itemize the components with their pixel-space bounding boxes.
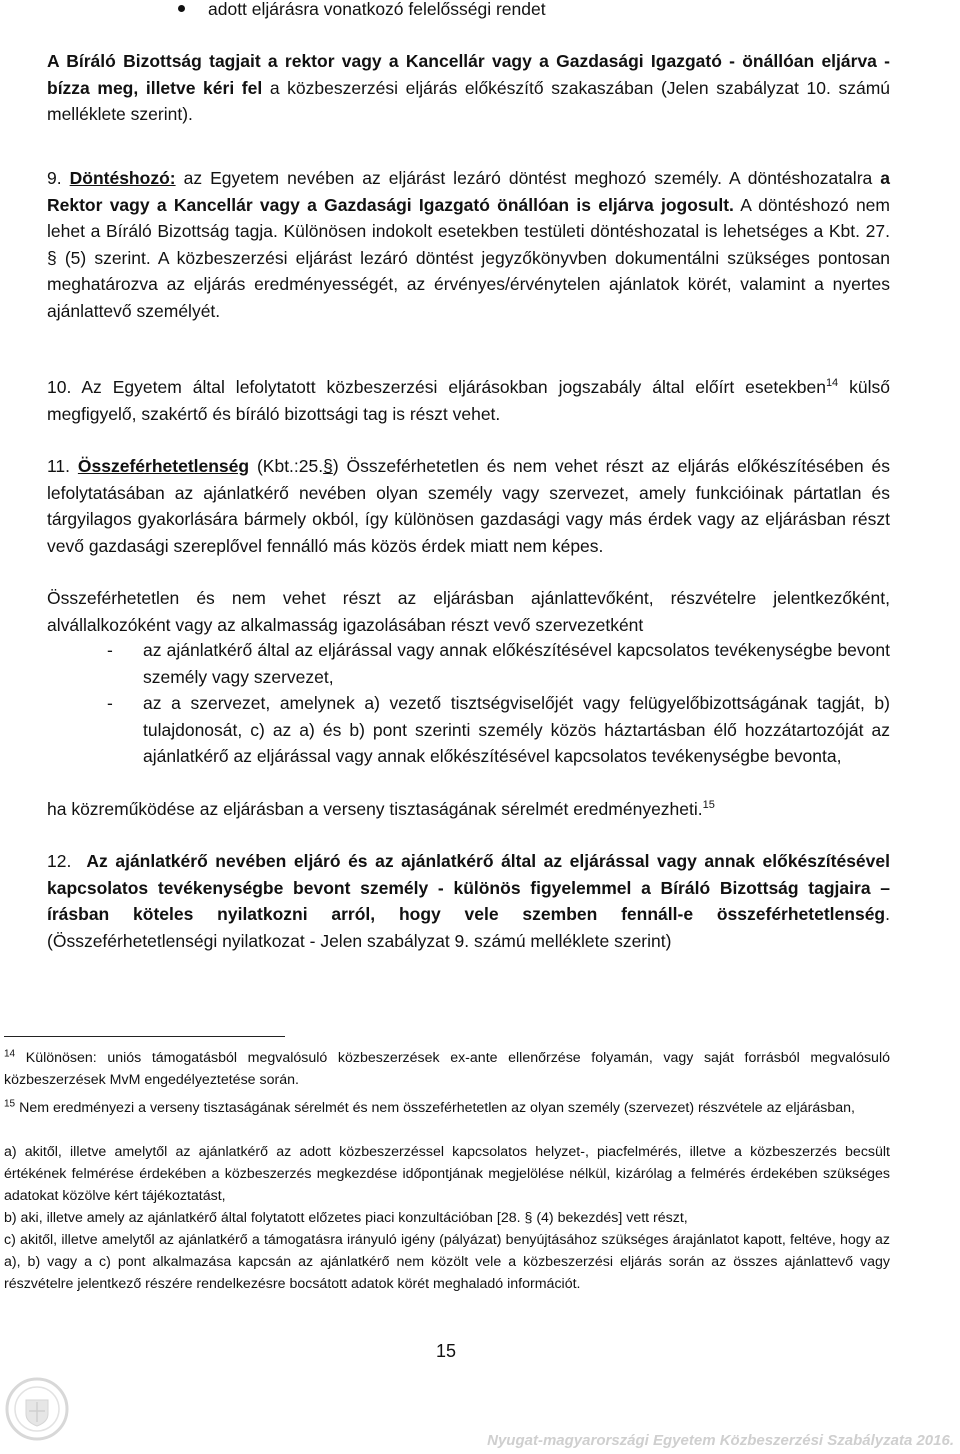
- incompat-closing-text: ha közreműködése az eljárásban a verseny tisztaságának sérelmét eredményezheti.: [47, 799, 703, 819]
- section-11-term: Összeférhetetlenség: [77, 456, 250, 476]
- footnote-15-c: c) akitől, illetve amelytől az ajánlatkérő a támogatásra irányuló igény (pályázat) benyújtásához szükséges árajánlatot kapott, feltéve, hogy az a), b) vagy a c) pont alkalmazása kapcsán az ajánlatkérő nem közölt vele a közbeszerzési eljárás során az összes ajánlattevő vagy részvételre jelentkező részére rendelkezésre bocsátott adatok körét meghaladó információt.: [4, 1232, 890, 1292]
- section-9-bold: a Rektor vagy a Kancellár vagy a Gazdasági Igazgató önállóan is eljárva jogosult.: [47, 168, 890, 215]
- footnote-ref-15: 15: [702, 799, 715, 812]
- dash-marker: -: [107, 640, 113, 660]
- incompat-item-1-text: az ajánlatkérő által az eljárással vagy annak előkészítésével kapcsolatos tevékenységbe bevont személy vagy szervezet,: [143, 640, 890, 687]
- footnote-14-text: Különösen: uniós támogatásból megvalósuló közbeszerzések ex-ante ellenőrzése folyamán, vagy saját forrásból megvalósuló közbeszerzések MvM engedélyeztetése során.: [4, 1050, 890, 1088]
- footnote-separator: [4, 1036, 285, 1037]
- section-12-bold: Az ajánlatkérő nevében eljáró és az ajánlatkérő által az eljárással vagy annak előkészítésével kapcsolatos tevékenységbe bevont személy - különös figyelemmel a Bíráló Bizottság tagjaira – írásban köteles nyilatkozni arról, hogy vele szemben fennáll-e összeférhetetlenség: [47, 851, 890, 925]
- section-12-rest: . (Összeférhetetlenségi nyilatkozat - Jelen szabályzat 9. számú melléklete szerint): [47, 904, 890, 951]
- footnote-15-b: b) aki, illetve amely az ajánlatkérő által folytatott előzetes piaci konzultációban [28. § (4) bekezdés] vett részt,: [4, 1210, 688, 1226]
- bullet-dot: [178, 5, 185, 12]
- footnote-ref-14: 14: [825, 377, 839, 390]
- section-9-decision-maker: [47, 165, 890, 325]
- review-committee-bold: A Bíráló Bizottság tagjait a rektor vagy a Kancellár vagy a Gazdasági Igazgató - önállóan eljárva - bízza meg, illetve kéri fel: [47, 51, 890, 98]
- section-12-declaration: [47, 848, 890, 954]
- dash-marker: -: [107, 693, 113, 713]
- section-9-term: Döntéshozó:: [69, 168, 176, 188]
- incompat-closing: [47, 796, 890, 823]
- section-10-text-1: Az Egyetem által lefolytatott közbeszerzési eljárásokban jogszabály által előírt esetekben: [71, 377, 826, 397]
- review-committee-rest: a közbeszerzési eljárás előkészítő szakaszában (Jelen szabályzat 10. számú melléklete szerint).: [47, 77, 891, 125]
- section-10-observers: [47, 374, 890, 427]
- section-sign: §: [323, 456, 333, 476]
- page-number: 15: [435, 1341, 457, 1361]
- section-11-incompatibility: [47, 453, 890, 559]
- incompat-list-item-2: [107, 690, 890, 770]
- section-10-number: 10.: [47, 377, 72, 397]
- section-9-text-1: az Egyetem nevében az eljárást lezáró döntést meghozó személy. A döntéshozatalra: [175, 168, 881, 188]
- bullet-text: adott eljárásra vonatkozó felelősségi rendet: [208, 0, 546, 19]
- paragraph-review-committee: [47, 48, 890, 128]
- section-12-number: 12.: [47, 851, 72, 871]
- incompat-item-2-text: az a szervezet, amelynek a) vezető tisztségviselőjét vagy felügyelőbizottságának tagját, b) tulajdonosát, c) az a) és b) pont szerinti személy közös háztartásban élő hozzátartozóját az ajánlatkérő az eljárással vagy annak előkészítésével kapcsolatos tevékenységbe bevonta,: [143, 693, 890, 767]
- footnote-14: [4, 1048, 890, 1092]
- footnote-14-mark: 14: [4, 1048, 16, 1060]
- incompat-list-item-1: [107, 637, 890, 690]
- section-11-text-2: ) Összeférhetetlen és nem vehet részt az eljárás előkészítésében és lefolytatásában az ajánlatkérő nevében olyan személy vagy szervezet, amely funkcióinak pártatlan és tárgyilagos gyakorlására bármely okból, így különösen gazdasági vagy más érdek vagy az eljárásban részt vevő gazdasági szereplővel fennálló más közös érdek miatt nem képes.: [47, 456, 890, 556]
- document-footer: Nyugat-magyarországi Egyetem Közbeszerzési Szabályzata 2016.: [487, 1432, 954, 1449]
- section-11-text-1: (Kbt.:25.: [249, 456, 324, 476]
- university-seal-icon: [4, 1376, 70, 1442]
- footnote-15-text: Nem eredményezi a verseny tisztaságának sérelmét és nem összeférhetetlen az olyan személy (szervezet) részvétele az eljárásban,: [15, 1100, 855, 1116]
- bullet-item: [0, 0, 960, 23]
- footnote-15: [4, 1098, 890, 1120]
- footnote-15-a: a) akitől, illetve amelytől az ajánlatkérő az adott közbeszerzéssel kapcsolatos helyzet-, piacfelmérés, illetve a közbeszerzés becsült értékének felmérése érdekében a közbeszerzés megkezdése időpontjának megjelölése nélkül, kizárólag a felmérés érdekében szükséges adatokat közölve kért tájékoztatást,: [4, 1144, 890, 1204]
- section-9-number: 9.: [47, 168, 62, 188]
- section-10-text-2: külső megfigyelő, szakértő és bíráló bizottsági tag is részt vehet.: [47, 377, 891, 424]
- incompat-intro: Összeférhetetlen és nem vehet részt az eljárásban ajánlattevőként, részvételre jelentkezőként, alvállalkozóként vagy az alkalmasság igazolásában részt vevő szervezetként: [47, 588, 890, 635]
- section-9-text-2: A döntéshozó nem lehet a Bíráló Bizottság tagja. Különösen indokolt esetekben testületi döntéshozatal is lehetséges a Kbt. 27. § (5) szerint. A közbeszerzési eljárást lezáró döntést jegyzőkönyvben dokumentálni szükséges pontosan meghatározva az eljárás eredményességét, az érvényes/érvénytelen ajánlatok körét, valamint a nyertes ajánlattevő személyét.: [47, 194, 890, 321]
- footnote-15-mark: 15: [4, 1098, 16, 1110]
- section-11-number: 11.: [47, 456, 71, 476]
